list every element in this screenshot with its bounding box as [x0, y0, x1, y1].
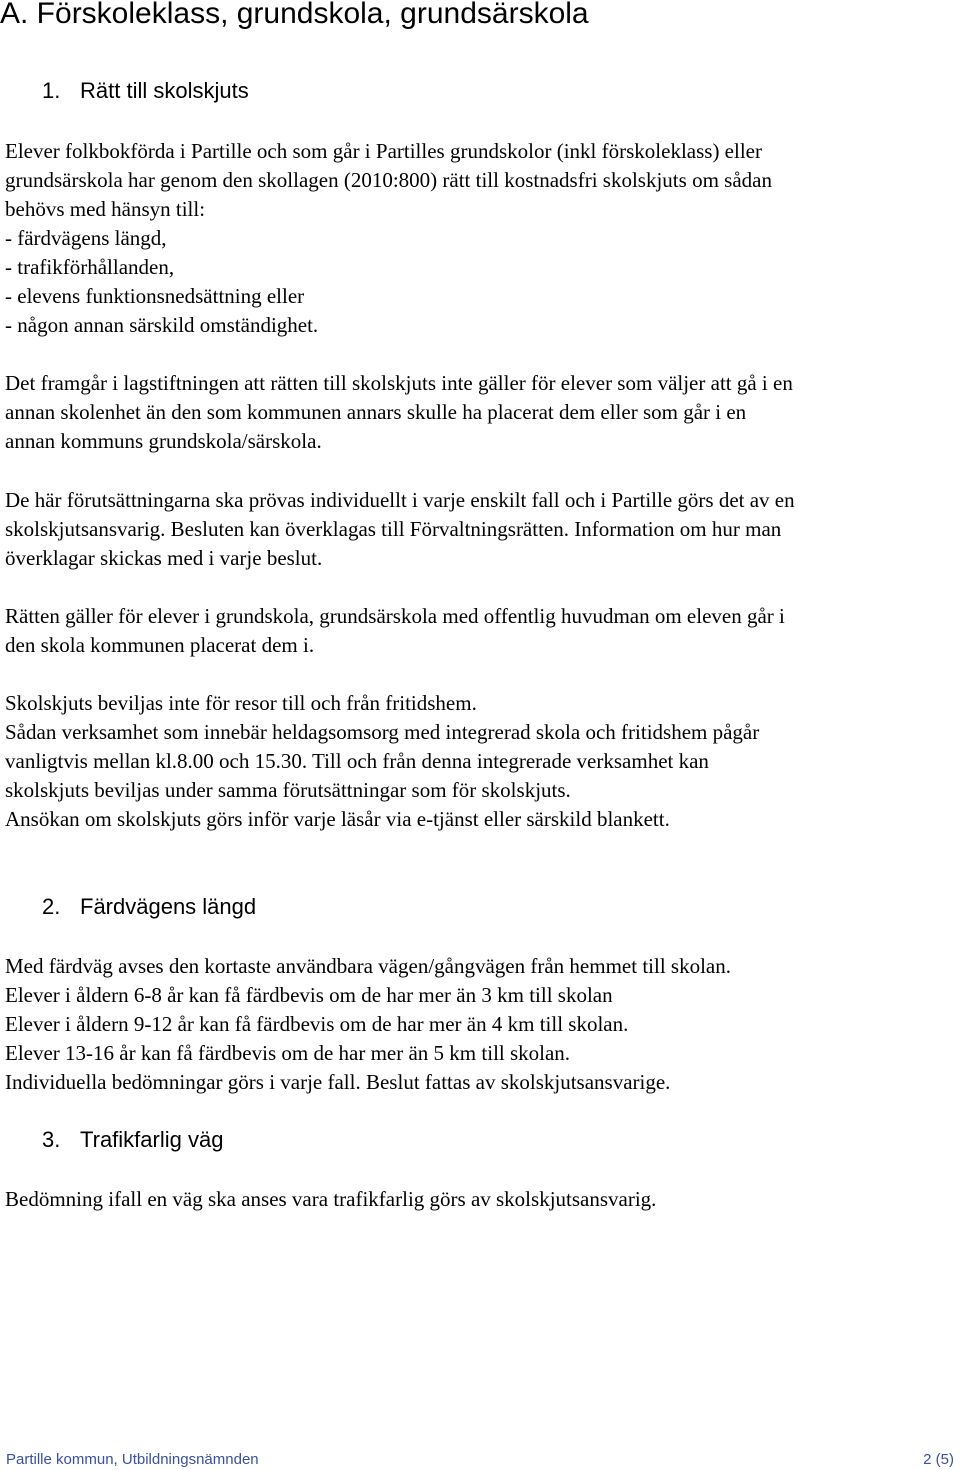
text-line: Skolskjuts beviljas inte för resor till och från fritidshem.: [5, 691, 477, 715]
page-heading: A. Förskoleklass, grundskola, grundsärskola: [0, 0, 589, 30]
section-3-heading: [42, 1126, 223, 1154]
section-1-title: Rätt till skolskjuts: [80, 78, 249, 103]
section-1-paragraph-5: [5, 689, 955, 834]
section-2-body: [5, 952, 955, 1097]
bullet-item: - färdvägens längd,: [5, 226, 167, 250]
text-line: annan skolenhet än den som kommunen annars skulle ha placerat dem eller som går i en: [5, 400, 747, 424]
bullet-item: - elevens funktionsnedsättning eller: [5, 284, 305, 308]
section-1-number: 1.: [42, 78, 61, 103]
text-line: grundsärskola har genom den skollagen (2010:800) rätt till kostnadsfri skolskjuts om sådan: [5, 168, 772, 192]
section-3-body: [5, 1185, 955, 1214]
text-line: Rätten gäller för elever i grundskola, grundsärskola med offentlig huvudman om eleven går i: [5, 604, 785, 628]
text-line: överklagar skickas med i varje beslut.: [5, 546, 323, 570]
text-line: Sådan verksamhet som innebär heldagsomsorg med integrerad skola och fritidshem pågår: [5, 720, 760, 744]
text-line: vanligtvis mellan kl.8.00 och 15.30. Till och från denna integrerade verksamhet kan: [5, 749, 709, 773]
text-line: den skola kommunen placerat dem i.: [5, 633, 315, 657]
text-line: annan kommuns grundskola/särskola.: [5, 429, 322, 453]
footer-organization: Partille kommun, Utbildningsnämnden: [6, 1451, 259, 1468]
text-line: Elever i åldern 9-12 år kan få färdbevis om de har mer än 4 km till skolan.: [5, 1012, 629, 1036]
section-1-paragraph-2: [5, 369, 955, 456]
text-line: skolskjuts beviljas under samma förutsättningar som för skolskjuts.: [5, 778, 571, 802]
section-2-title: Färdvägens längd: [80, 894, 257, 919]
bullet-item: - någon annan särskild omständighet.: [5, 313, 319, 337]
text-line: skolskjutsansvarig. Besluten kan överklagas till Förvaltningsrätten. Information om hur man: [5, 517, 782, 541]
section-3-title: Trafikfarlig väg: [80, 1127, 224, 1152]
text-line: Med färdväg avses den kortaste användbara vägen/gångvägen från hemmet till skolan.: [5, 954, 731, 978]
text-line: Elever folkbokförda i Partille och som går i Partilles grundskolor (inkl förskoleklass) eller: [5, 139, 762, 163]
text-line: Elever i åldern 6-8 år kan få färdbevis om de har mer än 3 km till skolan: [5, 983, 613, 1007]
section-1-paragraph-3: [5, 486, 955, 573]
footer-page-number: 2 (5): [923, 1451, 954, 1468]
text-line: behövs med hänsyn till:: [5, 197, 206, 221]
text-line: Individuella bedömningar görs i varje fall. Beslut fattas av skolskjutsansvarige.: [5, 1070, 671, 1094]
text-line: Elever 13-16 år kan få färdbevis om de har mer än 5 km till skolan.: [5, 1041, 571, 1065]
section-3-number: 3.: [42, 1127, 61, 1152]
section-2-number: 2.: [42, 894, 61, 919]
text-line: Ansökan om skolskjuts görs inför varje läsår via e-tjänst eller särskild blankett.: [5, 807, 670, 831]
section-2-heading: [42, 893, 256, 921]
section-1-paragraph-4: [5, 602, 955, 660]
text-line: Det framgår i lagstiftningen att rätten till skolskjuts inte gäller för elever som väljer att gå i en: [5, 371, 793, 395]
section-1-heading: [42, 77, 249, 105]
text-line: Bedömning ifall en väg ska anses vara trafikfarlig görs av skolskjutsansvarig.: [5, 1187, 657, 1211]
bullet-item: - trafikförhållanden,: [5, 255, 175, 279]
section-1-intro: [5, 137, 955, 340]
text-line: De här förutsättningarna ska prövas individuellt i varje enskilt fall och i Partille görs det av en: [5, 488, 795, 512]
